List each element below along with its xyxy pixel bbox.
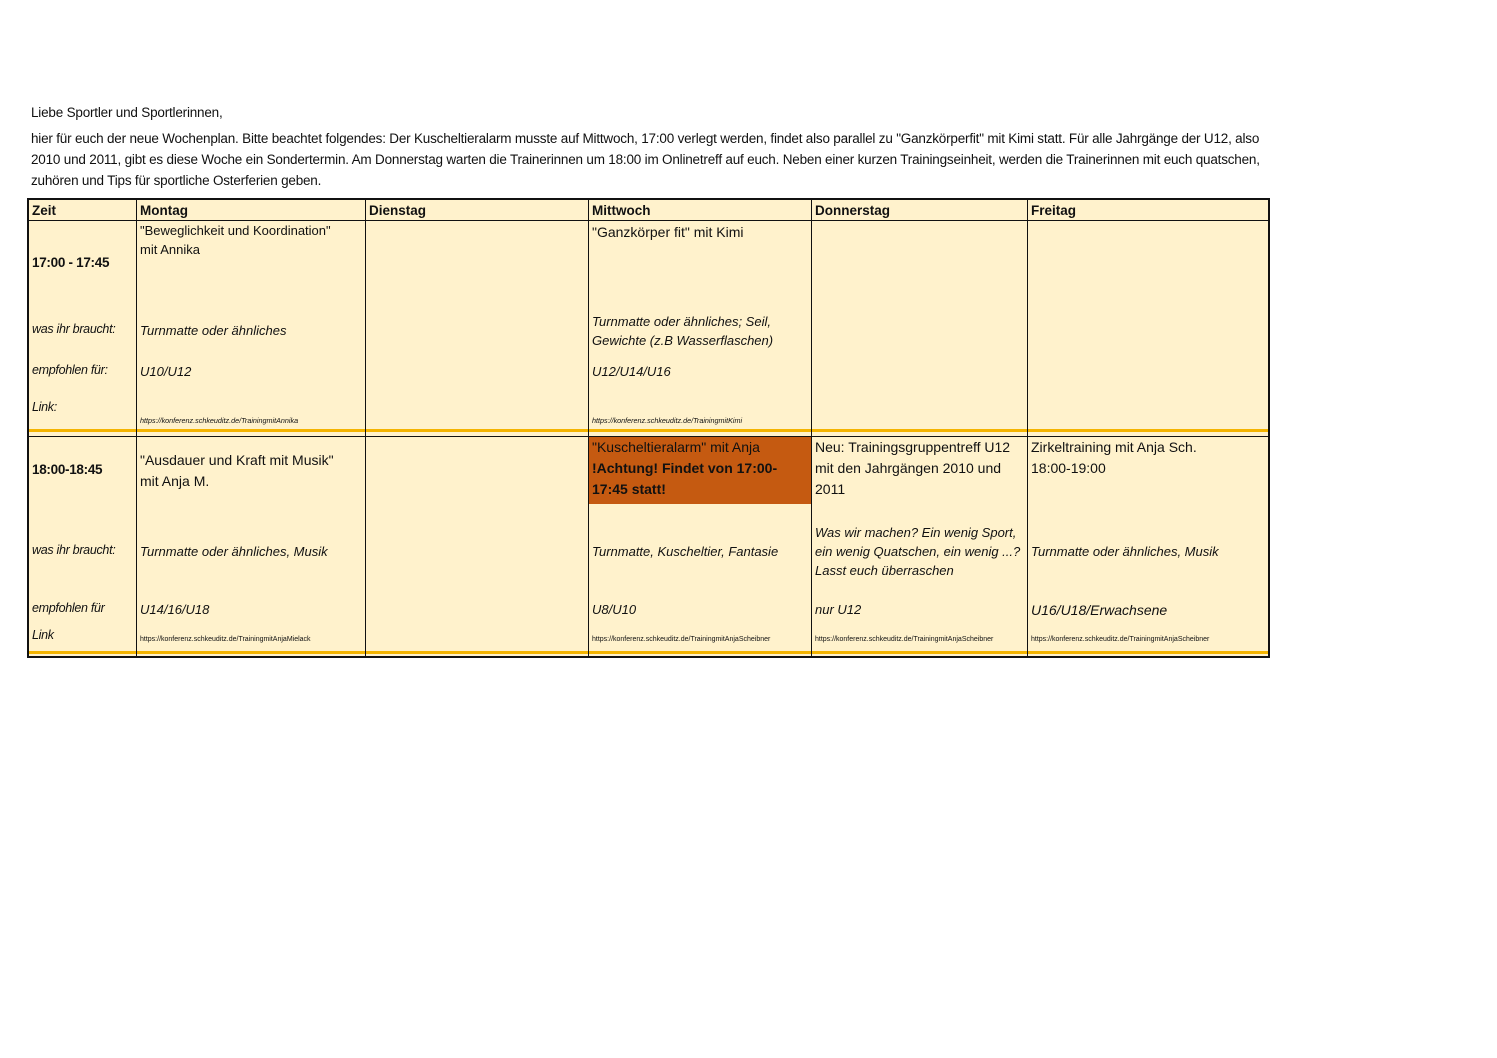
column-divider	[365, 200, 366, 656]
slot1-mittwoch-link[interactable]: https://konferenz.schkeuditz.de/TrainingmitKimi	[592, 416, 743, 425]
slot2-mittwoch-title: "Kuscheltieralarm" mit Anja	[592, 439, 760, 455]
slot2-montag-title: "Ausdauer und Kraft mit Musik" mit Anja M.	[140, 452, 334, 489]
slot1-rec-label: empfohlen für:	[32, 363, 108, 377]
header-donnerstag: Donnerstag	[815, 203, 891, 218]
slot2-donnerstag-link[interactable]: https://konferenz.schkeuditz.de/TrainingmitAnjaScheibner	[815, 636, 994, 643]
slot2-montag-need: Turnmatte oder ähnliches, Musik	[140, 544, 328, 559]
slot2-link-label: Link	[32, 628, 54, 642]
header-mittwoch: Mittwoch	[592, 203, 651, 218]
slot1-mittwoch-rec: U12/U14/U16	[592, 364, 671, 379]
slot1-mittwoch-title: "Ganzkörper fit" mit Kimi	[592, 224, 744, 240]
slot2-donnerstag-need: Was wir machen? Ein wenig Sport, ein wenig Quatschen, ein wenig ...? Lasst euch überraschen	[815, 525, 1021, 578]
slot1-need-label: was ihr braucht:	[32, 322, 116, 336]
slot1-montag-rec: U10/U12	[140, 364, 192, 379]
column-divider	[1027, 200, 1028, 656]
slot1-time: 17:00 - 17:45	[32, 255, 110, 270]
slot2-mittwoch-need: Turnmatte, Kuscheltier, Fantasie	[592, 544, 779, 559]
slot2-montag-link[interactable]: https://konferenz.schkeuditz.de/TrainingmitAnjaMielack	[140, 636, 311, 643]
greeting-text: Liebe Sportler und Sportlerinnen,	[31, 105, 223, 120]
slot2-freitag-link[interactable]: https://konferenz.schkeuditz.de/TrainingmitAnjaScheibner	[1031, 636, 1210, 643]
row-separator	[29, 429, 1268, 432]
slot2-donnerstag-rec: nur U12	[815, 602, 862, 617]
slot1-montag-need: Turnmatte oder ähnliches	[140, 323, 287, 338]
header-dienstag: Dienstag	[369, 203, 427, 218]
intro-paragraph: hier für euch der neue Wochenplan. Bitte beachtet folgendes: Der Kuscheltieralarm musste auf Mittwoch, 17:00 verlegt werden, findet also parallel zu "Ganzkörperfit" mit Kimi statt. Für alle Jahrgänge der U12, also 2010 und 2011, gibt es diese Woche ein Sondertermin. Am Donnerstag warten die Trainerinnen um 18:00 im Onlinetreff auf euch. Neben einer kurzen Trainingseinheit, werden die Trainerinnen mit euch quatschen, zuhören und Tips für sportliche Osterferien geben.	[31, 131, 1260, 188]
header-montag: Montag	[140, 203, 188, 218]
schedule-table	[27, 198, 1270, 658]
column-divider	[811, 200, 812, 656]
warning-line-1: !Achtung! Findet von 17:00-	[592, 460, 778, 476]
slot2-rec-label: empfohlen für	[32, 601, 105, 615]
warning-line-2: 17:45 statt!	[592, 481, 666, 497]
header-zeit: Zeit	[32, 203, 57, 218]
slot1-montag-link[interactable]: https://konferenz.schkeuditz.de/TrainingmitAnnika	[140, 416, 299, 425]
slot1-link-label: Link:	[32, 400, 57, 414]
slot2-freitag-rec: U16/U18/Erwachsene	[1031, 602, 1168, 618]
slot2-freitag-title: Zirkeltraining mit Anja Sch. 18:00-19:00	[1031, 439, 1197, 476]
column-divider	[136, 200, 137, 656]
header-freitag: Freitag	[1031, 203, 1077, 218]
slot2-freitag-need: Turnmatte oder ähnliches, Musik	[1031, 544, 1219, 559]
slot2-need-label: was ihr braucht:	[32, 543, 116, 557]
slot2-donnerstag-title: Neu: Trainingsgruppentreff U12 mit den Jahrgängen 2010 und 2011	[815, 439, 1011, 497]
column-divider	[588, 200, 589, 656]
slot2-time: 18:00-18:45	[32, 462, 103, 477]
slot1-mittwoch-need: Turnmatte oder ähnliches; Seil, Gewichte (z.B Wasserflaschen)	[592, 314, 774, 348]
slot2-montag-rec: U14/16/U18	[140, 602, 210, 617]
bottom-separator	[29, 651, 1268, 654]
slot1-montag-title: "Beweglichkeit und Koordination" mit Annika	[140, 223, 331, 257]
warning-highlight	[589, 437, 811, 504]
slot2-mittwoch-rec: U8/U10	[592, 602, 637, 617]
slot2-mittwoch-link[interactable]: https://konferenz.schkeuditz.de/TrainingmitAnjaScheibner	[592, 636, 771, 643]
